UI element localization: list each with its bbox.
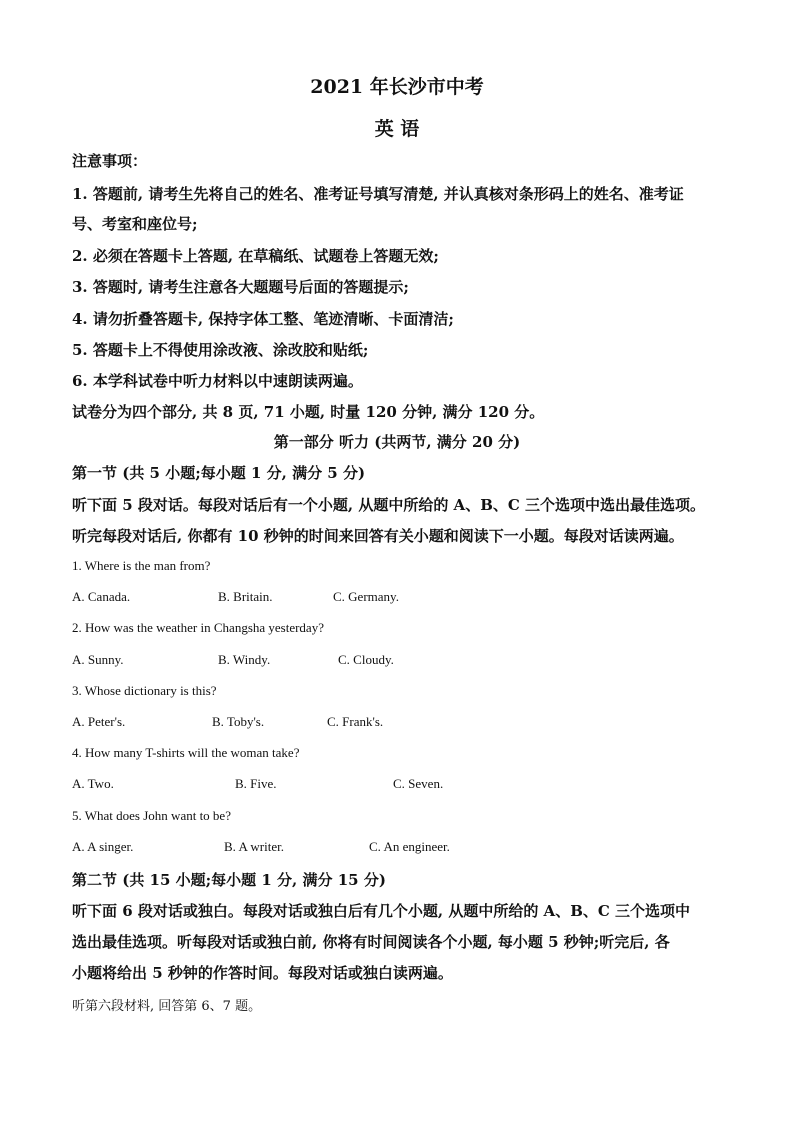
section2-instruction-line-1: 听下面 6 段对话或独白。每段对话或独白后有几个小题, 从题中所给的 A、B、C 三个选项中 (72, 902, 691, 920)
question-1-option-c: C. Germany. (333, 589, 399, 604)
notice-item-6: 6. 本学科试卷中听力材料以中速朗读两遍。 (72, 372, 363, 390)
question-4-option-a: A. Two. (72, 776, 114, 791)
question-5-option-b: B. A writer. (224, 839, 284, 854)
part1-heading: 第一部分 听力 (共两节, 满分 20 分) (273, 433, 521, 451)
section1-heading: 第一节 (共 5 小题;每小题 1 分, 满分 5 分) (72, 464, 366, 482)
notice-item-2: 2. 必须在答题卡上答题, 在草稿纸、试题卷上答题无效; (72, 247, 439, 265)
question-4-option-b: B. Five. (235, 776, 277, 791)
question-4-option-c: C. Seven. (393, 776, 444, 791)
notice-heading: 注意事项： (72, 152, 148, 170)
question-5-stem: 5. What does John want to be? (72, 808, 231, 823)
question-2-option-b: B. Windy. (218, 652, 271, 667)
notice-item-1-line-1: 1. 答题前, 请考生先将自己的姓名、准考证号填写清楚, 并认真核对条形码上的姓名、准考证 (72, 185, 684, 203)
question-3-option-c: C. Frank's. (327, 714, 384, 729)
question-3-stem: 3. Whose dictionary is this? (72, 683, 217, 698)
question-1-option-a: A. Canada. (72, 589, 131, 604)
question-3-option-a: A. Peter's. (72, 714, 126, 729)
question-2-stem: 2. How was the weather in Changsha yesterday? (72, 620, 324, 635)
question-1-stem: 1. Where is the man from? (72, 558, 211, 573)
question-2-option-c: C. Cloudy. (338, 652, 394, 667)
section2-note: 听第六段材料, 回答第 6、7 题。 (72, 999, 262, 1014)
subject-title: 英 语 (374, 118, 420, 140)
section2-heading: 第二节 (共 15 小题;每小题 1 分, 满分 15 分) (72, 871, 386, 889)
notice-item-4: 4. 请勿折叠答题卡, 保持字体工整、笔迹清晰、卡面清洁; (72, 310, 454, 328)
question-2-option-a: A. Sunny. (72, 652, 124, 667)
question-1-option-b: B. Britain. (218, 589, 273, 604)
question-4-stem: 4. How many T-shirts will the woman take? (72, 745, 300, 760)
section2-instruction-line-3: 小题将给出 5 秒钟的作答时间。每段对话或独白读两遍。 (72, 964, 453, 982)
section1-instruction-line-1: 听下面 5 段对话。每段对话后有一个小题, 从题中所给的 A、B、C 三个选项中选出最佳选项。 (72, 496, 706, 514)
exam-summary: 试卷分为四个部分, 共 8 页, 71 小题, 时量 120 分钟, 满分 120 分。 (72, 403, 545, 421)
question-5-option-c: C. An engineer. (369, 839, 450, 854)
question-3-option-b: B. Toby's. (212, 714, 265, 729)
notice-item-5: 5. 答题卡上不得使用涂改液、涂改胶和贴纸; (72, 341, 369, 359)
section1-instruction-line-2: 听完每段对话后, 你都有 10 秒钟的时间来回答有关小题和阅读下一小题。每段对话读两遍。 (72, 527, 684, 545)
exam-title: 2021 年长沙市中考 (310, 76, 484, 98)
question-5-option-a: A. A singer. (72, 839, 134, 854)
section2-instruction-line-2: 选出最佳选项。听每段对话或独白前, 你将有时间阅读各个小题, 每小题 5 秒钟;听完后, 各 (72, 933, 670, 951)
notice-item-1-line-2: 号、考室和座位号; (72, 215, 198, 233)
notice-item-3: 3. 答题时, 请考生注意各大题题号后面的答题提示; (72, 278, 409, 296)
